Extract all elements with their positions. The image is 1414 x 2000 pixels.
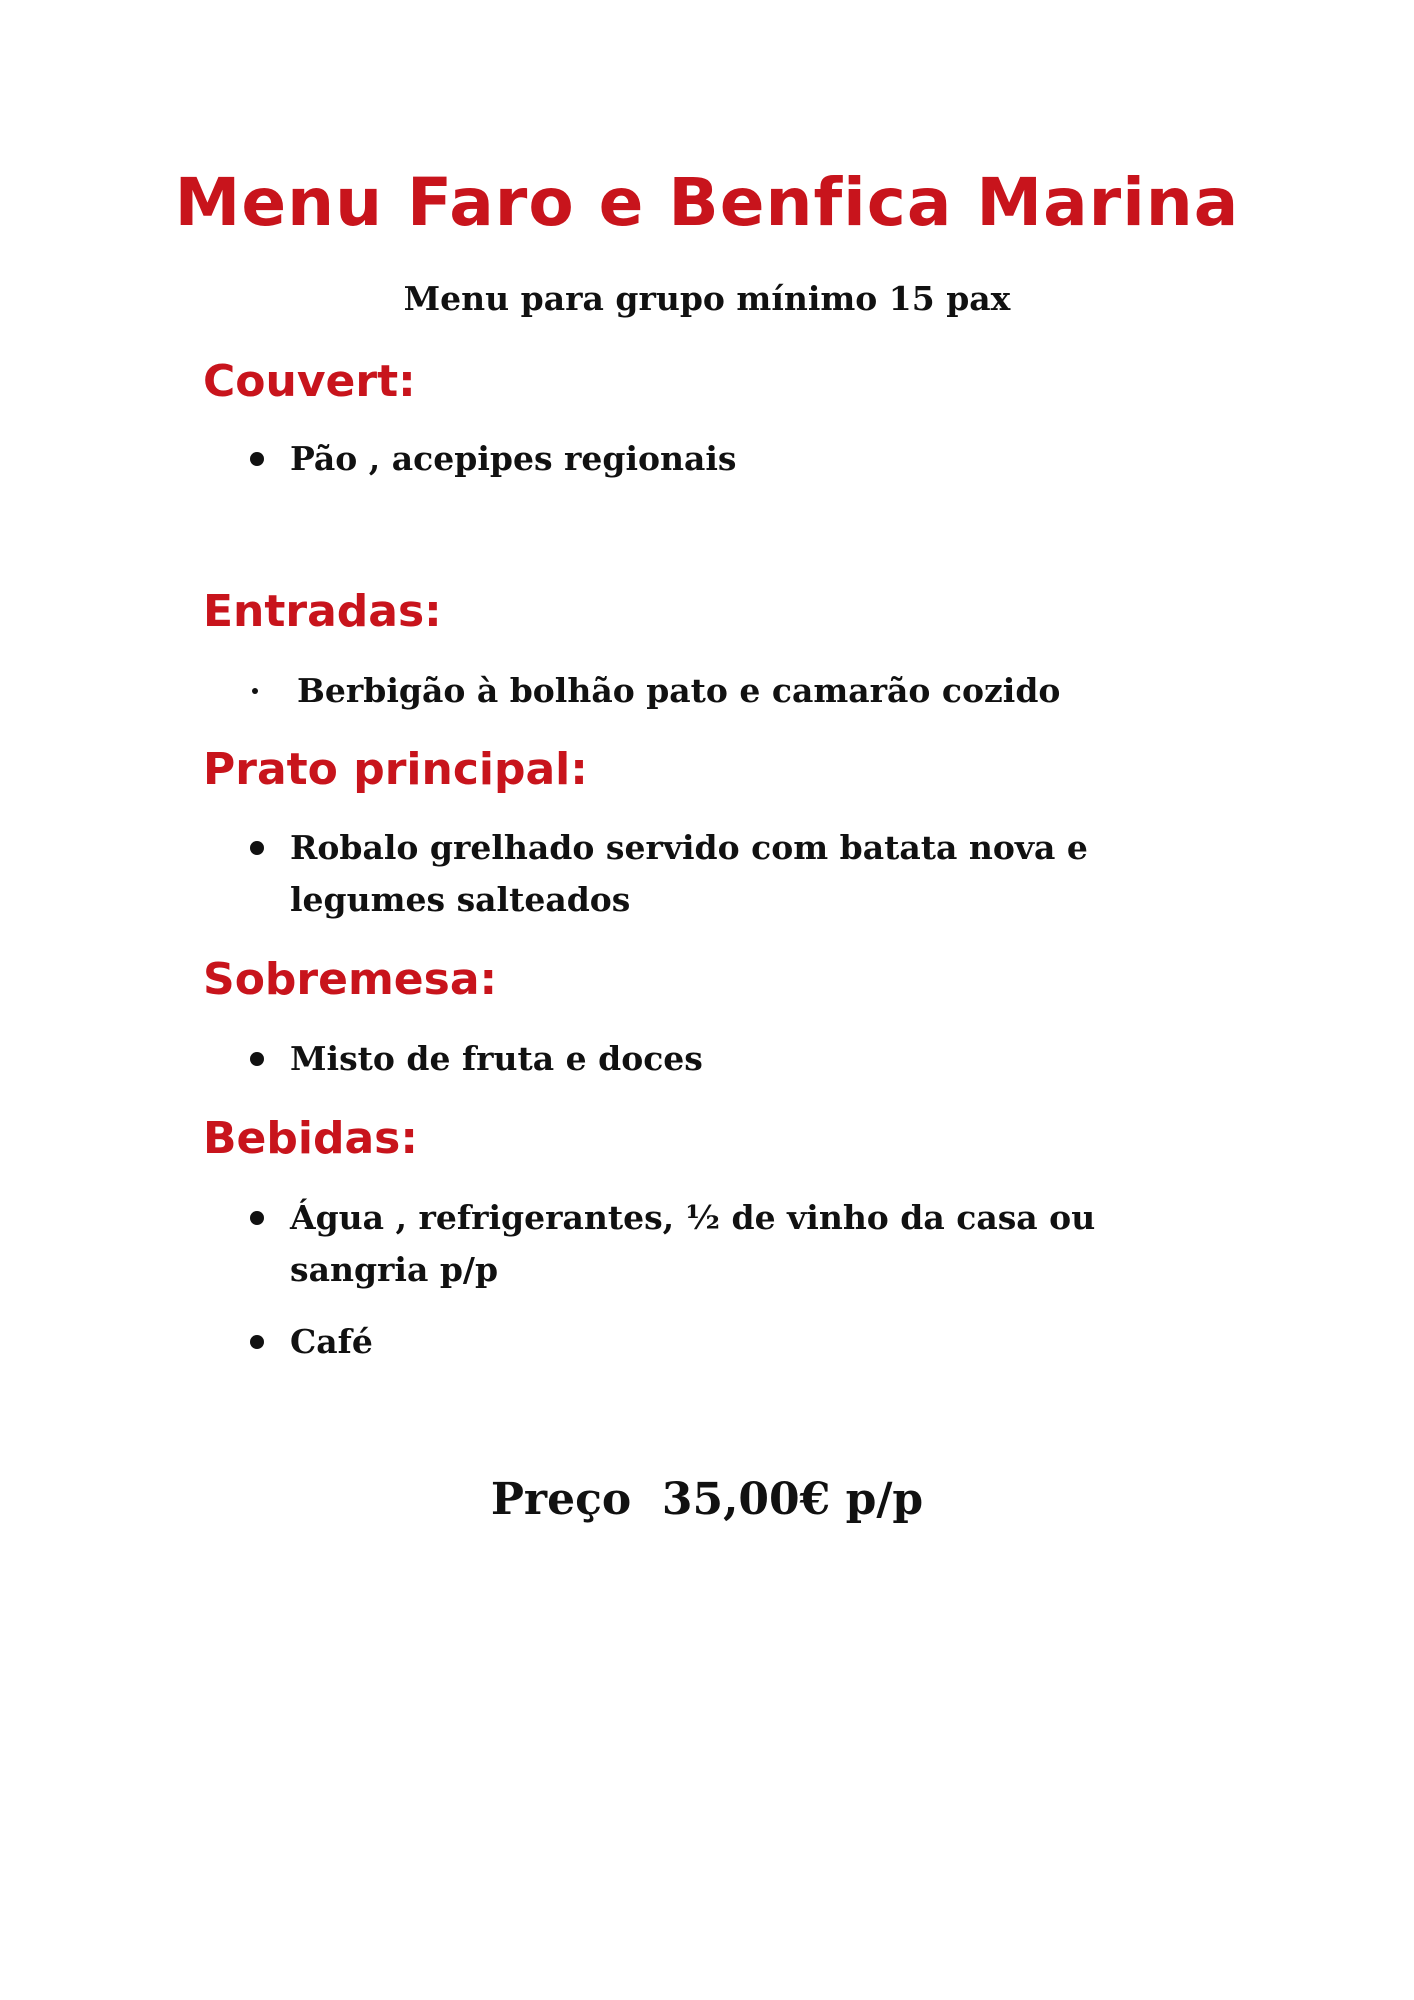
section-heading-bebidas: Bebidas:: [203, 1113, 418, 1164]
list-item: Água , refrigerantes, ½ de vinho da casa ou sangria p/p: [290, 1198, 1096, 1289]
price-label: Preço 35,00€ p/p: [490, 1474, 924, 1525]
bullet-icon: [250, 1335, 264, 1349]
section-heading-sobremesa: Sobremesa:: [203, 954, 498, 1005]
list-item: Robalo grelhado servido com batata nova e legumes salteados: [290, 828, 1088, 919]
bullet-icon: [250, 841, 264, 855]
menu-title: Menu Faro e Benfica Marina: [174, 164, 1240, 241]
section-heading-entradas: Entradas:: [203, 586, 442, 637]
bullet-icon: [250, 1052, 264, 1066]
section-heading-prato-principal: Prato principal:: [203, 744, 588, 795]
bullet-icon: [250, 452, 264, 466]
bullet-icon: [252, 688, 258, 694]
list-item: Pão , acepipes regionais: [290, 439, 737, 478]
list-item: Misto de fruta e doces: [290, 1039, 703, 1078]
list-item: Café: [290, 1322, 373, 1361]
section-heading-couvert: Couvert:: [203, 356, 416, 407]
list-item: Berbigão à bolhão pato e camarão cozido: [297, 671, 1061, 710]
menu-subtitle: Menu para grupo mínimo 15 pax: [403, 279, 1011, 318]
bullet-icon: [250, 1211, 264, 1225]
